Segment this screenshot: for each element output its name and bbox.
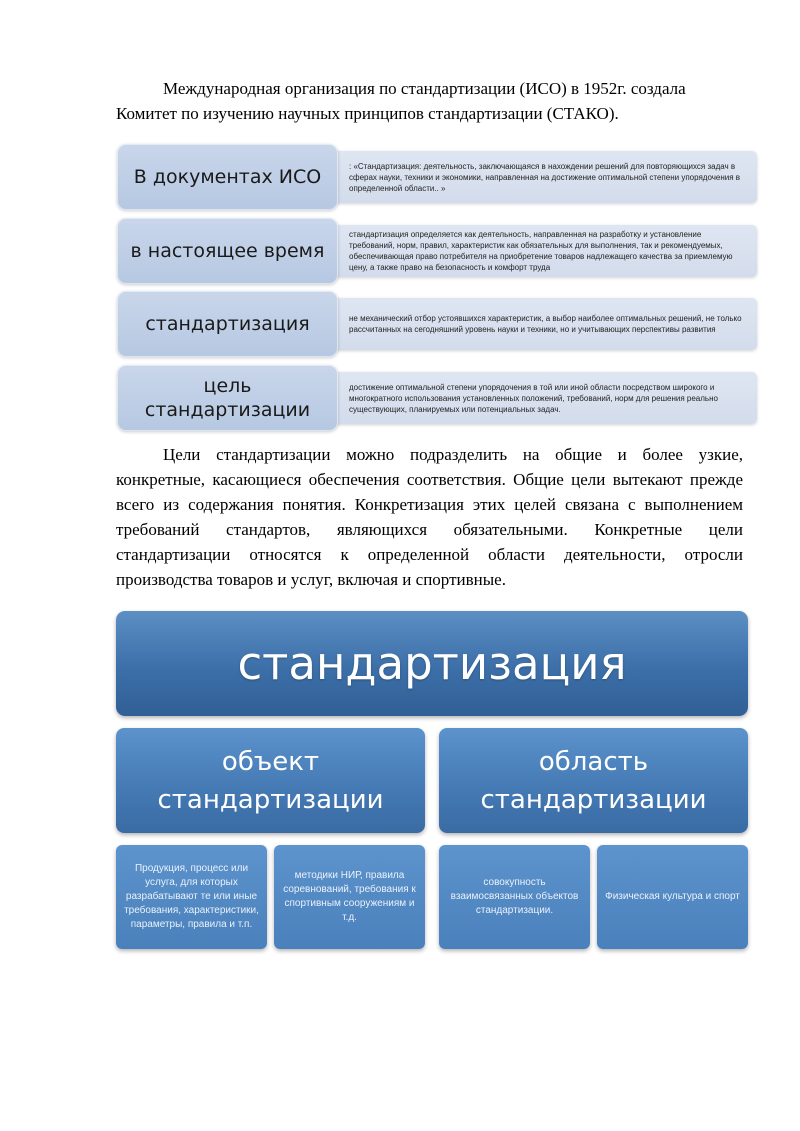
definition-text: : «Стандартизация: деятельность, заключающаяся в нахождении решений для повторяющихся задач в сферах науки, техники и экономики, направленная на достижение оптимальной степени упорядочения в определенной области.. » [323, 151, 757, 203]
leaf-node: методики НИР, правила соревнований, требования к спортивным сооружениям и т.д. [274, 845, 425, 949]
leaf-node: совокупность взаимосвязанных объектов стандартизации. [439, 845, 590, 949]
root-node: стандартизация [116, 611, 748, 716]
leaf-node: Продукция, процесс или услуга, для которых разрабатывают те или иные требования, характеристики, параметры, правила и т.п. [116, 845, 267, 949]
definition-label: в настоящее время [117, 218, 338, 284]
goals-paragraph: Цели стандартизации можно подразделить на общие и более узкие, конкретные, касающиеся обеспечения соответствия. Общие цели вытекают прежде всего из содержания понятия. Конкретизация этих целей связана с выполнением требований стандартов, являющихся обязательными. Конкретные цели стандартизации относятся к определенной области деятельности, отросли производства товаров и услуг, включая и спортивные. [116, 445, 743, 589]
definition-text: не механический отбор устоявшихся характеристик, а выбор наиболее оптимальных решений, не только рассчитанных на сегодняшний уровень науки и техники, но и учитывающих перспективы развития [323, 298, 757, 350]
definition-row [117, 144, 757, 210]
definition-label: В документах ИСО [117, 144, 338, 210]
definition-text: достижение оптимальной степени упорядочения в той или иной области посредством широкого и многократного использования установленных положений, требований, норм для решения реально существующих, планируемых или потенциальных задач. [323, 372, 757, 424]
definition-row [117, 365, 757, 431]
object-node: объект стандартизации [116, 728, 425, 833]
definition-text: стандартизация определяется как деятельность, направленная на разработку и установление требований, норм, правил, характеристик как обязательных для выполнения, так и рекомендуемых, обеспечивающая право потребителя на приобретение товаров надлежащего качества за приемлемую цену, а также право на безопасность и комфорт труда [323, 225, 757, 277]
leaf-node: Физическая культура и спорт [597, 845, 748, 949]
definition-row [117, 291, 757, 357]
definition-label: стандартизация [117, 291, 338, 357]
definition-label: цель стандартизации [117, 365, 338, 431]
definition-row [117, 218, 757, 284]
intro-paragraph: Международная организация по стандартизации (ИСО) в 1952г. создала Комитет по изучению научных принципов стандартизации (СТАКО). [116, 79, 686, 123]
area-node: область стандартизации [439, 728, 748, 833]
